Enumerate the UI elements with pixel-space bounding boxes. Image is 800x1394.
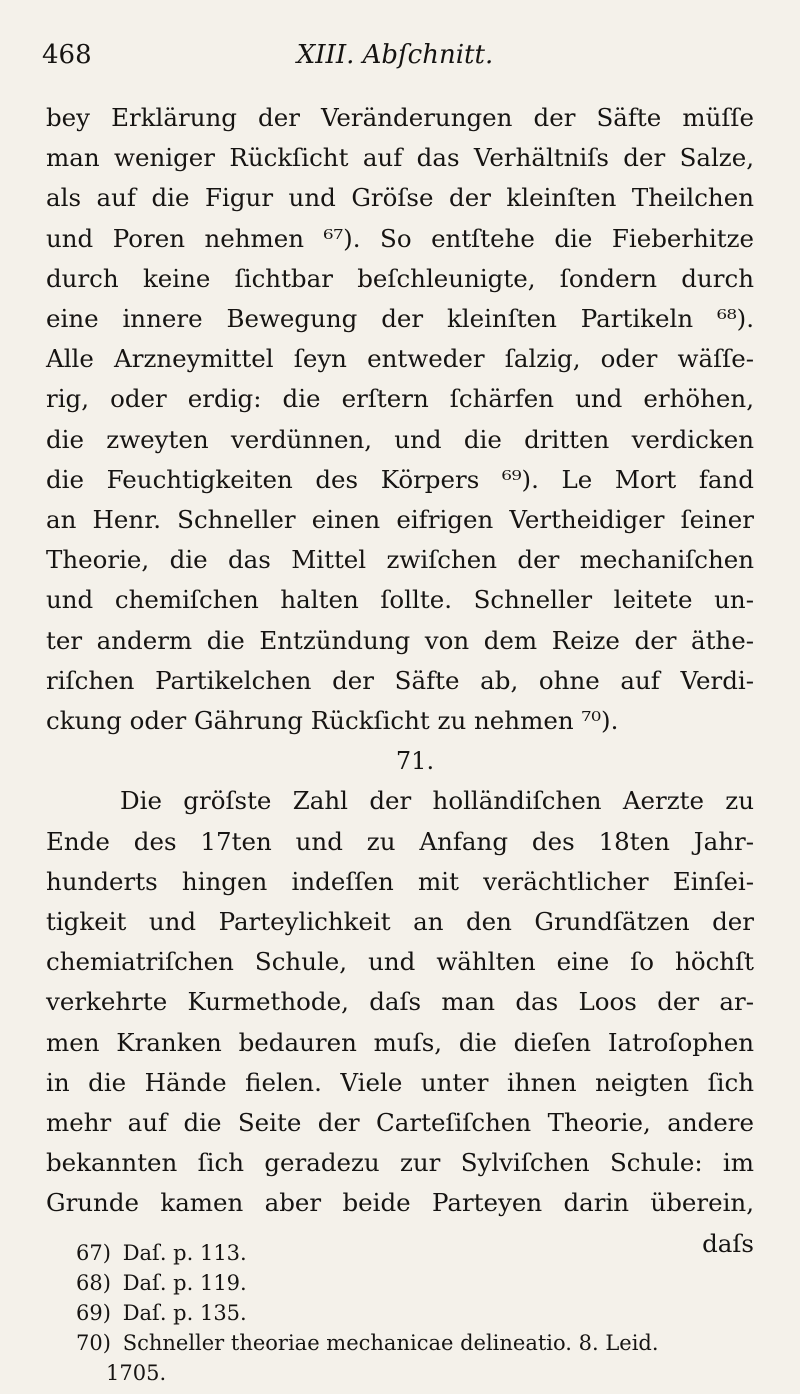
- text-line: die Feuchtigkeiten des Körpers ⁶⁹). Le Mort fand: [46, 464, 754, 494]
- footnotes: [76, 1238, 754, 1388]
- footnote-text: Schneller theoriae mechanicae delineatio. 8. Leid.: [122, 1331, 659, 1355]
- footnote-text: Daſ. p. 119.: [122, 1271, 247, 1295]
- text-line: bey Erklärung der Veränderungen der Säfte müſſe: [46, 103, 754, 132]
- text-line: und Poren nehmen ⁶⁷). So entſtehe die Fieberhitze: [46, 223, 754, 253]
- text-line: rig, oder erdig: die erſtern ſchärfen und erhöhen,: [46, 384, 754, 414]
- text-line: an Henr. Schneller einen eifrigen Vertheidiger ſeiner: [46, 505, 754, 535]
- footnote-mark: 70): [76, 1331, 111, 1355]
- text-line: man weniger Rückſicht auf das Verhältniſs der Salze,: [46, 143, 754, 173]
- section-number: 71.: [395, 747, 435, 776]
- text-line: ckung oder Gährung Rückſicht zu nehmen ⁷⁰).: [46, 706, 619, 736]
- text-line: verkehrte Kurmethode, daſs man das Loos der ar-: [46, 987, 754, 1017]
- footnote-70: [76, 1328, 754, 1388]
- footnote-text: Daſ. p. 135.: [122, 1301, 247, 1325]
- text-line: in die Hände fielen. Viele unter ihnen neigten ſich: [46, 1067, 754, 1097]
- text-line: Theorie, die das Mittel zwiſchen der mechaniſchen: [46, 545, 754, 575]
- page-number: 468: [42, 40, 92, 70]
- footnote-continuation: 1705.: [106, 1361, 167, 1385]
- text-line: ter anderm die Entzündung von dem Reize der äthe-: [46, 625, 754, 655]
- text-line: durch keine ſichtbar beſchleunigte, ſondern durch: [46, 263, 754, 293]
- page-header: [42, 40, 748, 80]
- footnote-row: [76, 1238, 754, 1298]
- text-line: Die gröſste Zahl der holländiſchen Aerzte zu: [120, 786, 754, 816]
- text-line: riſchen Partikelchen der Säfte ab, ohne auf Verdi-: [46, 665, 754, 695]
- text-line: Ende des 17ten und zu Anfang des 18ten Jahr-: [46, 826, 754, 856]
- text-line: men Kranken bedauren muſs, die dieſen Iatroſophen: [46, 1027, 754, 1057]
- text-line: tigkeit und Parteylichkeit an den Grundſätzen der: [46, 907, 754, 937]
- text-line: hunderts hingen indeſſen mit verächtlicher Einſei-: [46, 866, 754, 896]
- text-line: und chemiſchen halten ſollte. Schneller leitete un-: [46, 585, 754, 615]
- footnote-67: [76, 1238, 754, 1268]
- text-line: mehr auf die Seite der Carteſiſchen Theorie, andere: [46, 1108, 754, 1138]
- text-line: bekannten ſich geradezu zur Sylviſchen Schule: im: [46, 1148, 754, 1178]
- footnote-68: [76, 1268, 754, 1298]
- footnote-mark: 68): [76, 1271, 111, 1295]
- main-text: [46, 98, 754, 1264]
- text-line: chemiatriſchen Schule, und wählten eine ſo höchſt: [46, 947, 754, 977]
- text-line: Alle Arzneymittel ſeyn entweder ſalzig, oder wäſſe-: [46, 344, 754, 374]
- footnote-mark: 67): [76, 1241, 111, 1265]
- text-line: Grunde kamen aber beide Parteyen darin überein,: [46, 1188, 754, 1218]
- text-line: als auf die Figur und Gröſse der kleinſten Theilchen: [46, 183, 754, 213]
- text-line: eine innere Bewegung der kleinſten Partikeln ⁶⁸).: [46, 304, 754, 334]
- footnote-mark: 69): [76, 1301, 111, 1325]
- text-line: die zweyten verdünnen, und die dritten verdicken: [46, 424, 754, 454]
- catchword: daſs: [702, 1228, 754, 1258]
- footnote-69: [76, 1298, 754, 1328]
- footnote-text: Daſ. p. 113.: [122, 1241, 247, 1265]
- running-title: XIII. Abſchnitt.: [296, 40, 494, 70]
